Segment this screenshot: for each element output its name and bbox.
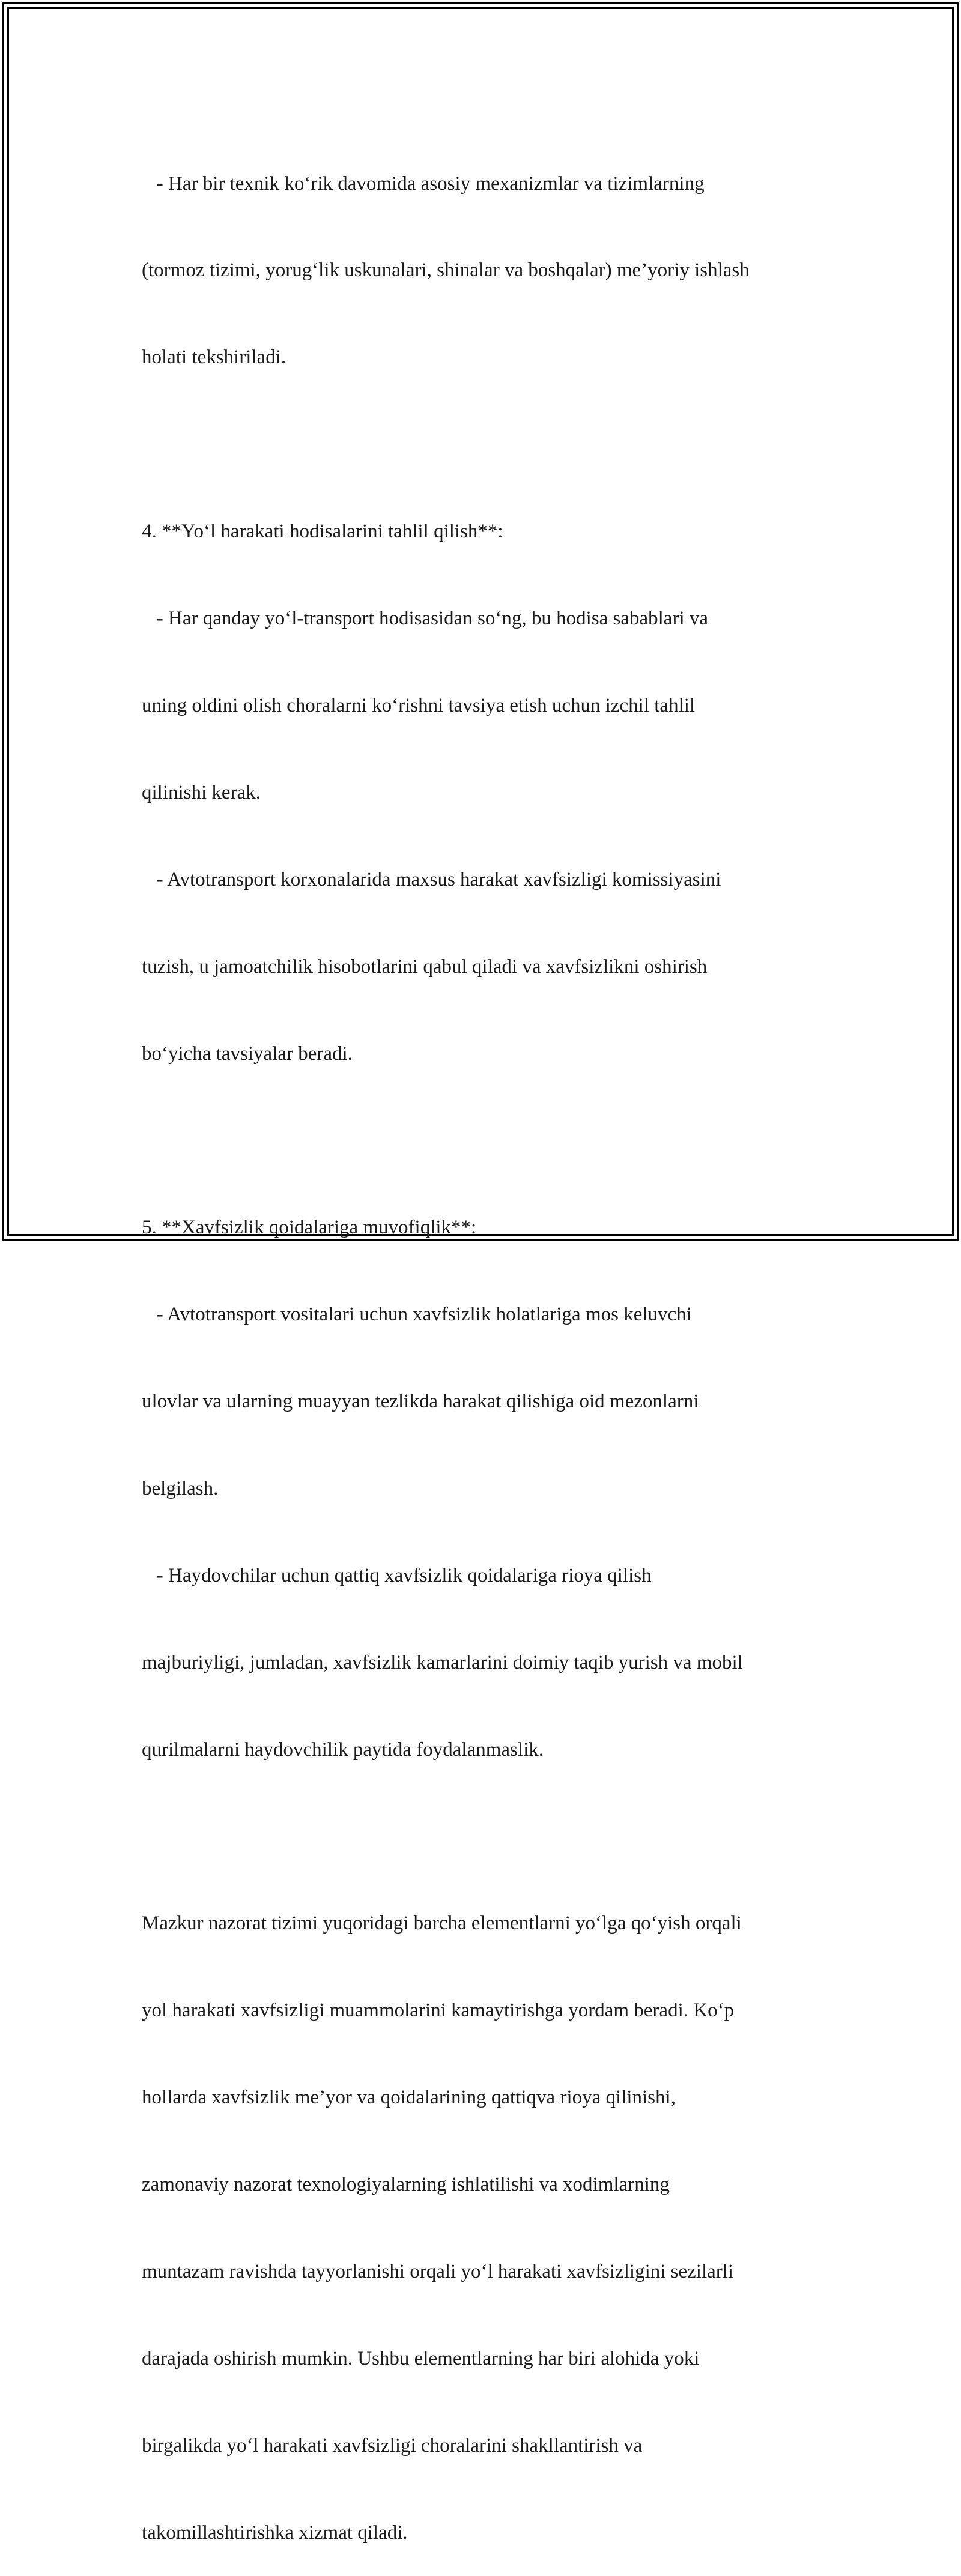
text-line: holati tekshiriladi. (142, 346, 286, 369)
text-line: bo‘yicha tavsiyalar beradi. (142, 1042, 353, 1065)
conclusion-line: zamonaviy nazorat texnologiyalarning ishlatilishi va xodimlarning (142, 2174, 670, 2196)
document-body (142, 111, 832, 2576)
text-line: - Har qanday yo‘l-transport hodisasidan so‘ng, bu hodisa sabablari va (142, 608, 709, 630)
conclusion-line: hollarda xavfsizlik me’yor va qoidalarining qattiqva rioya qilinishi, (142, 2087, 676, 2109)
blank-line (142, 430, 832, 459)
conclusion-line: takomillashtirishka xizmat qiladi. (142, 2521, 408, 2544)
conclusion-line: Mazkur nazorat tizimi yuqoridagi barcha elementlarni yo‘lga qo‘yish orqali (142, 1912, 742, 1935)
conclusion-line: darajada oshirish mumkin. Ushbu elementlarning har biri alohida yoki (142, 2347, 700, 2369)
text-line: ulovlar va ularning muayyan tezlikda harakat qilishiga oid mezonlarni (142, 1391, 699, 1413)
section-heading-5: 5. **Xavfsizlik qoidalariga muvofiqlik**: (142, 1217, 477, 1239)
text-line: (tormoz tizimi, yorug‘lik uskunalari, shinalar va boshqalar) me’yoriy ishlash (142, 259, 750, 282)
conclusion-line: birgalikda yo‘l harakati xavfsizligi choralarini shakllantirish va (142, 2434, 643, 2457)
text-line: qurilmalarni haydovchilik paytida foydalanmaslik. (142, 1738, 544, 1761)
text-line: - Avtotransport korxonalarida maxsus harakat xavfsizligi komissiyasini (142, 868, 721, 890)
blank-line (142, 1822, 832, 1851)
section-heading-4: 4. **Yo‘l harakati hodisalarini tahlil qilish**: (142, 521, 503, 543)
text-line: uning oldini olish choralarni ko‘rishni tavsiya etish uchun izchil tahlil (142, 694, 696, 716)
text-line: qilinishi kerak. (142, 781, 261, 803)
text-line: - Avtotransport vositalari uchun xavfsizlik holatlariga mos keluvchi (142, 1304, 692, 1326)
conclusion-line: muntazam ravishda tayyorlanishi orqali yo‘l harakati xavfsizligini sezilarli (142, 2260, 734, 2282)
text-line: - Har bir texnik ko‘rik davomida asosiy mexanizmlar va tizimlarning (142, 172, 705, 195)
text-line: - Haydovchilar uchun qattiq xavfsizlik qoidalariga rioya qilish (142, 1564, 652, 1586)
text-line: belgilash. (142, 1477, 219, 1499)
text-line: tuzish, u jamoatchilik hisobotlarini qabul qiladi va xavfsizlikni oshirish (142, 955, 708, 978)
conclusion-line: yol harakati xavfsizligi muammolarini kamaytirishga yordam beradi. Ko‘p (142, 2000, 735, 2022)
blank-line (142, 1126, 832, 1155)
text-line: majburiyligi, jumladan, xavfsizlik kamarlarini doimiy taqib yurish va mobil (142, 1651, 743, 1673)
